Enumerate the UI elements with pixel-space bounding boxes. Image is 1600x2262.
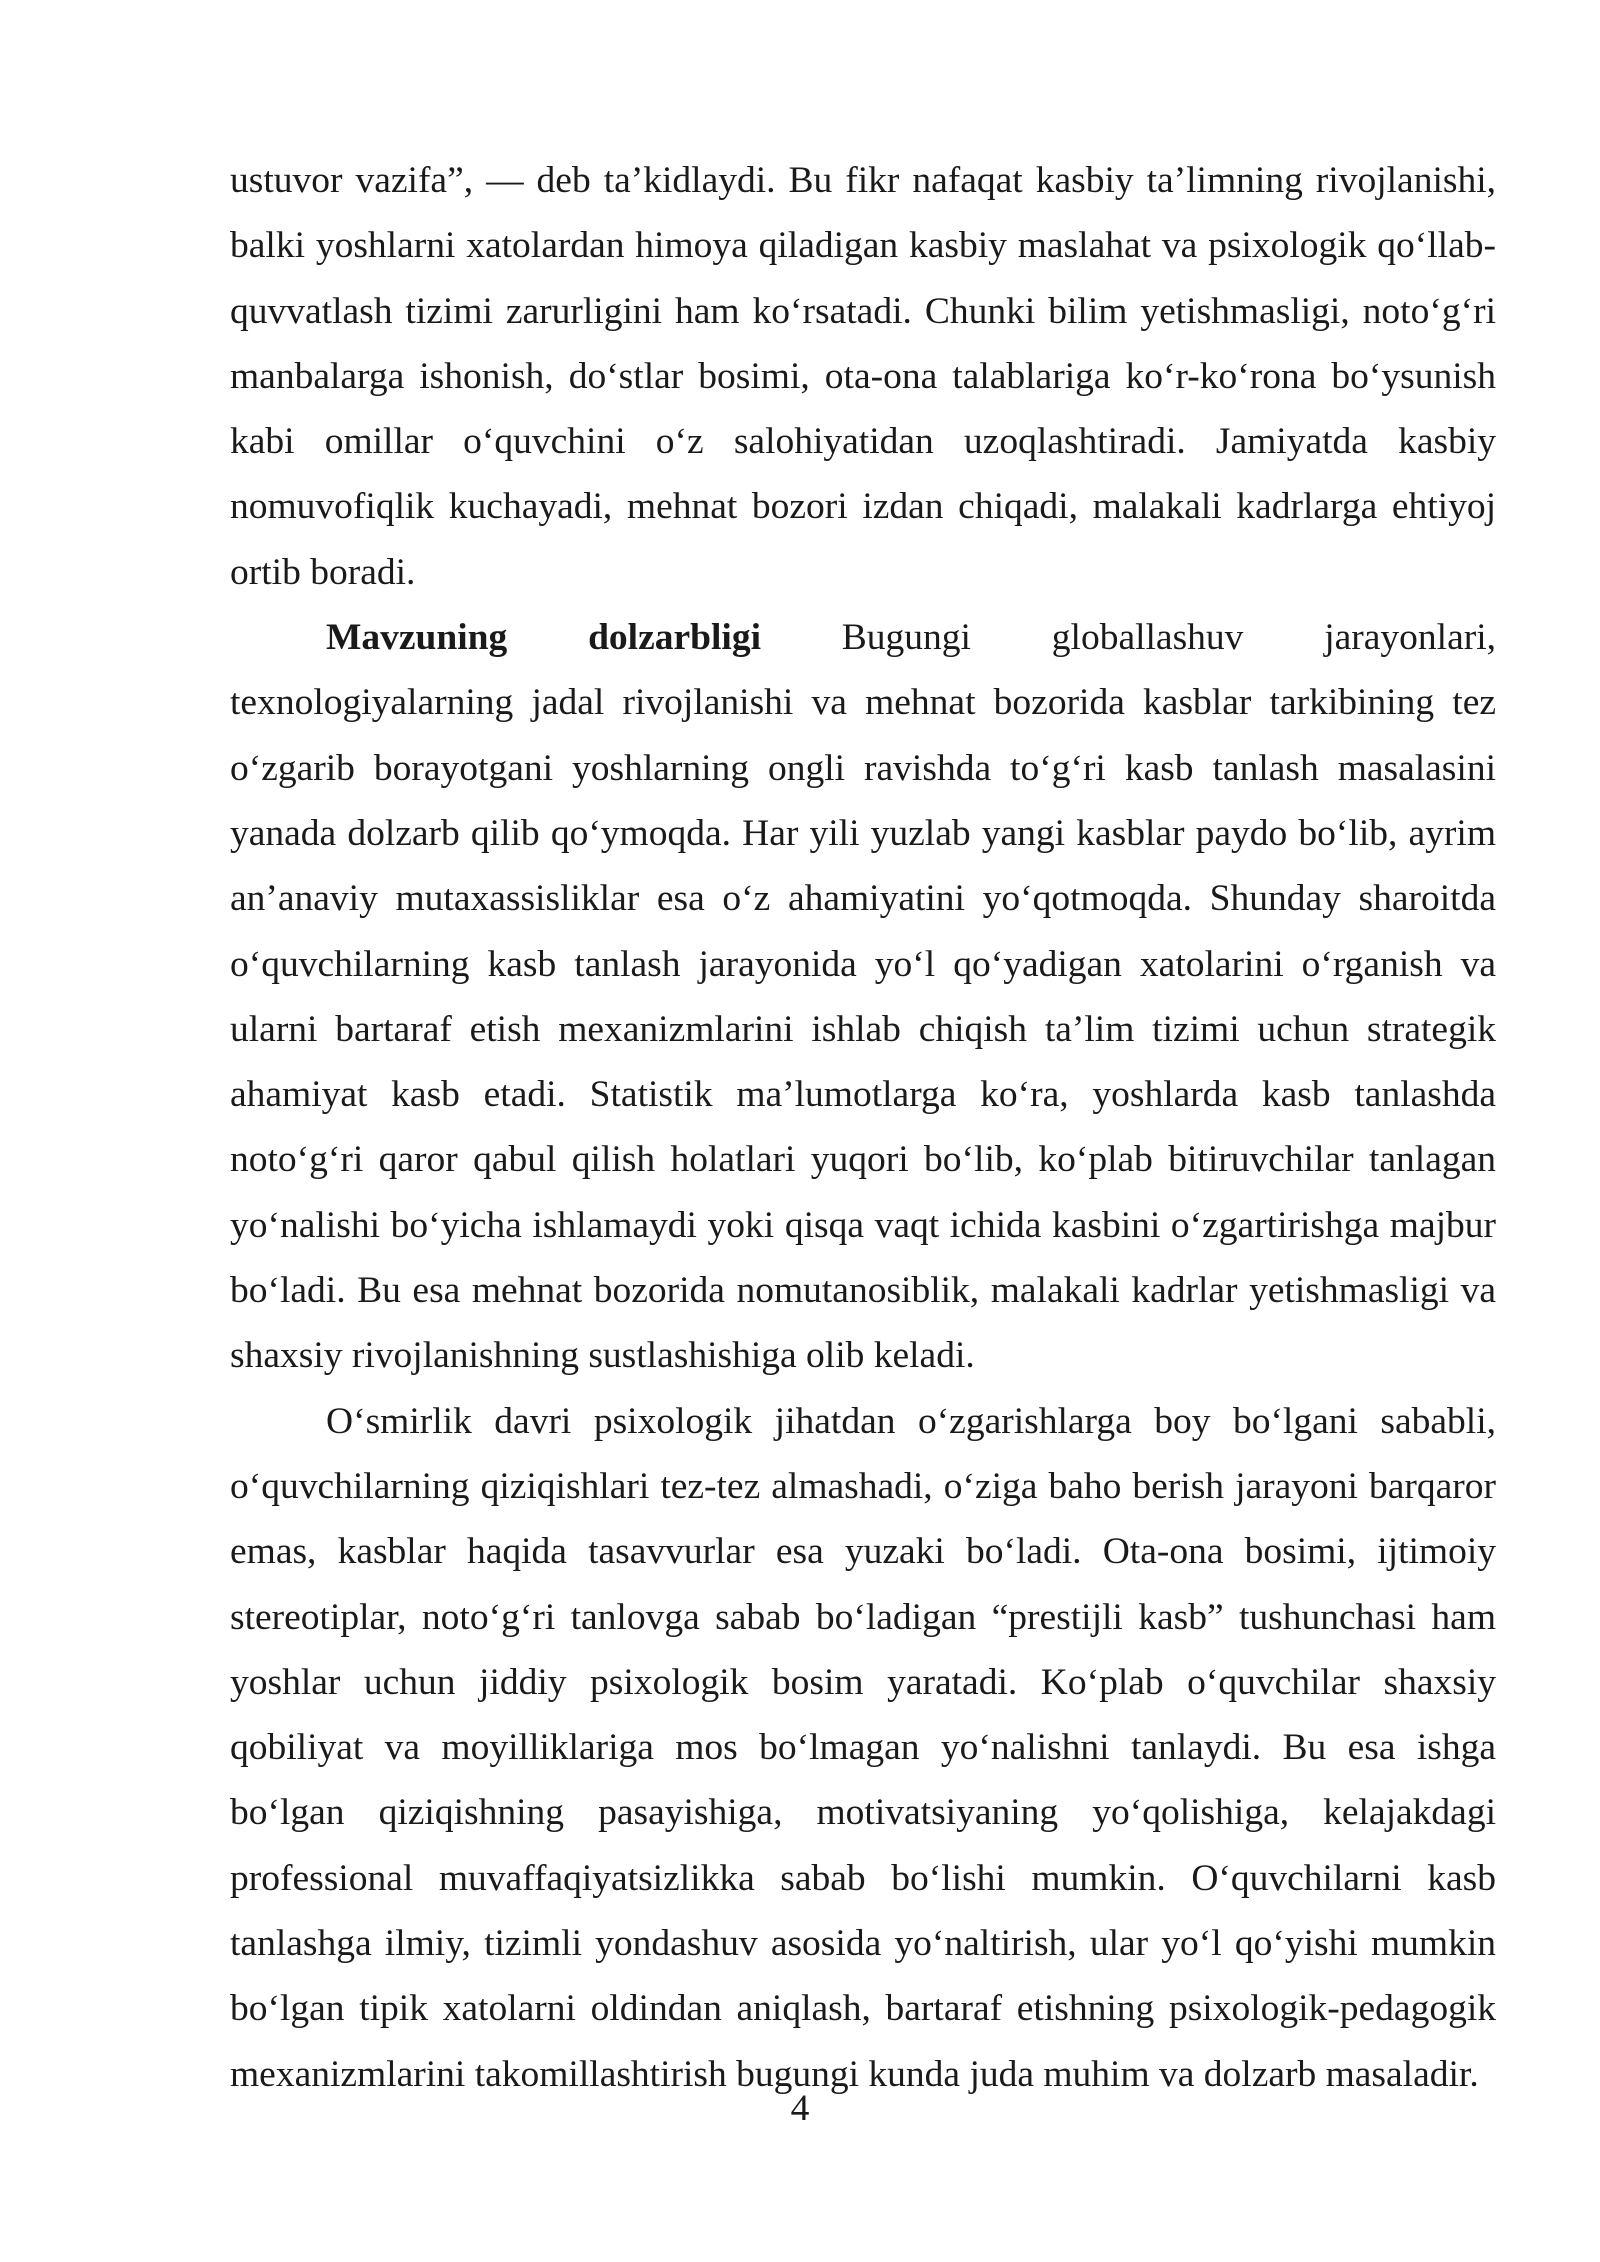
paragraph-1-text: ustuvor vazifa”, — deb ta’kidlaydi. Bu fikr nafaqat kasbiy ta’limning rivojlanishi, balki yoshlarni xatolardan himoya qiladigan kasbiy maslahat va psixologik qo‘llab-quvvatlash tizimi zarurligini ham ko‘rsatadi. Chunki bilim yetishmasligi, noto‘g‘ri manbalarga ishonish, do‘stlar bosimi, ota-ona talablariga ko‘r-ko‘rona bo‘ysunish kabi omillar o‘quvchini o‘z salohiyatidan uzoqlashtiradi. Jamiyatda kasbiy nomuvofiqlik kuchayadi, mehnat bozori izdan chiqadi, malakali kadrlarga ehtiyoj ortib boradi. — [230, 160, 1496, 593]
paragraph-2-text: Bugungi globallashuv jarayonlari, texnologiyalarning jadal rivojlanishi va mehnat bozorida kasblar tarkibining tez o‘zgarib borayotgani yoshlarning ongli ravishda to‘g‘ri kasb tanlash masalasini yanada dolzarb qilib qo‘ymoqda. Har yili yuzlab yangi kasblar paydo bo‘lib, ayrim an’anaviy mutaxassisliklar esa o‘z ahamiyatini yo‘qotmoqda. Shunday sharoitda o‘quvchilarning kasb tanlash jarayonida yo‘l qo‘yadigan xatolarini o‘rganish va ularni bartaraf etish mexanizmlarini ishlab chiqish ta’lim tizimi uchun strategik ahamiyat kasb etadi. Statistik ma’lumotlarga ko‘ra, yoshlarda kasb tanlashda noto‘g‘ri qaror qabul qilish holatlari yuqori bo‘lib, ko‘plab bitiruvchilar tanlagan yo‘nalishi bo‘yicha ishlamaydi yoki qisqa vaqt ichida kasbini o‘zgartirishga majbur bo‘ladi. Bu esa mehnat bozorida nomutanosiblik, malakali kadrlar yetishmasligi va shaxsiy rivojlanishning sustlashishiga olib keladi. — [230, 617, 1496, 1377]
paragraph-3 — [230, 1389, 1496, 2107]
paragraph-3-text: O‘smirlik davri psixologik jihatdan o‘zgarishlarga boy bo‘lgani sababli, o‘quvchilarning qiziqishlari tez-tez almashadi, o‘ziga baho berish jarayoni barqaror emas, kasblar haqida tasavvurlar esa yuzaki bo‘ladi. Ota-ona bosimi, ijtimoiy stereotiplar, noto‘g‘ri tanlovga sabab bo‘ladigan “prestijli kasb” tushunchasi ham yoshlar uchun jiddiy psixologik bosim yaratadi. Ko‘plab o‘quvchilar shaxsiy qobiliyat va moyilliklariga mos bo‘lmagan yo‘nalishni tanlaydi. Bu esa ishga bo‘lgan qiziqishning pasayishiga, motivatsiyaning yo‘qolishiga, kelajakdagi professional muvaffaqiyatsizlikka sabab bo‘lishi mumkin. O‘quvchilarni kasb tanlashga ilmiy, tizimli yondashuv asosida yo‘naltirish, ular yo‘l qo‘yishi mumkin bo‘lgan tipik xatolarni oldindan aniqlash, bartaraf etishning psixologik-pedagogik mexanizmlarini takomillashtirish bugungi kunda juda muhim va dolzarb masaladir. — [230, 1400, 1496, 2095]
paragraph-2 — [230, 605, 1496, 1389]
paragraph-1 — [230, 148, 1496, 605]
document-page — [230, 148, 1496, 2107]
section-heading-inline: Mavzuning dolzarbligi — [326, 617, 761, 659]
page-number: 4 — [790, 2088, 810, 2129]
